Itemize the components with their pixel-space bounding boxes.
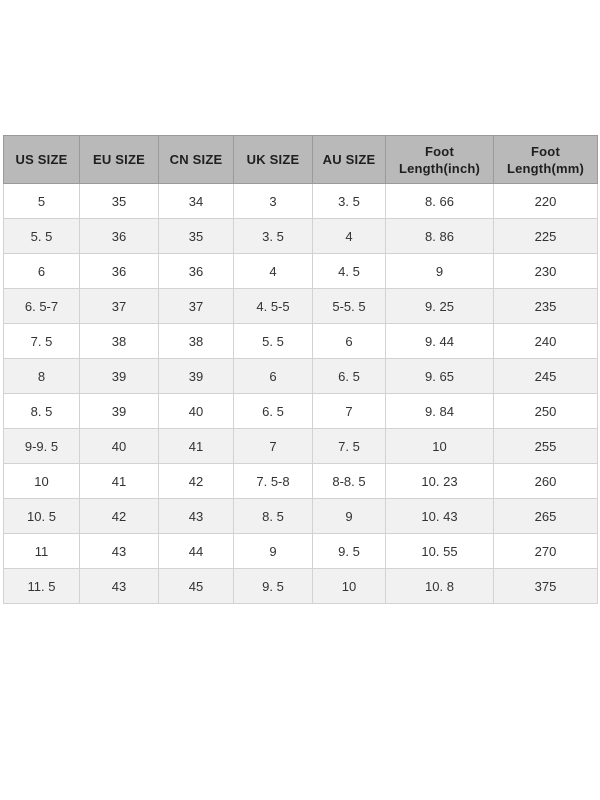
table-cell: 38 <box>80 324 159 359</box>
table-row <box>4 429 598 464</box>
table-cell: 220 <box>494 184 598 219</box>
size-chart-header <box>4 136 598 184</box>
table-row <box>4 394 598 429</box>
table-cell: 3. 5 <box>234 219 313 254</box>
table-cell: 9 <box>386 254 494 289</box>
table-cell: 10. 8 <box>386 569 494 604</box>
table-cell: 10. 43 <box>386 499 494 534</box>
table-cell: 4. 5-5 <box>234 289 313 324</box>
table-cell: 39 <box>80 394 159 429</box>
table-cell: 9. 44 <box>386 324 494 359</box>
table-cell: 9-9. 5 <box>4 429 80 464</box>
table-cell: 10. 55 <box>386 534 494 569</box>
table-cell: 34 <box>159 184 234 219</box>
column-header-eu-size: EU SIZE <box>80 136 159 184</box>
table-cell: 8. 5 <box>234 499 313 534</box>
table-cell: 250 <box>494 394 598 429</box>
table-cell: 6 <box>234 359 313 394</box>
table-cell: 7 <box>234 429 313 464</box>
table-cell: 42 <box>159 464 234 499</box>
table-row <box>4 254 598 289</box>
table-cell: 11 <box>4 534 80 569</box>
column-header-uk-size: UK SIZE <box>234 136 313 184</box>
table-cell: 43 <box>159 499 234 534</box>
table-cell: 9. 65 <box>386 359 494 394</box>
table-cell: 36 <box>80 219 159 254</box>
table-cell: 9. 5 <box>313 534 386 569</box>
table-cell: 8 <box>4 359 80 394</box>
table-cell: 5. 5 <box>234 324 313 359</box>
table-cell: 11. 5 <box>4 569 80 604</box>
table-cell: 8. 86 <box>386 219 494 254</box>
table-row <box>4 289 598 324</box>
table-row <box>4 499 598 534</box>
size-chart-table <box>3 135 598 604</box>
table-cell: 7. 5 <box>313 429 386 464</box>
table-cell: 5. 5 <box>4 219 80 254</box>
table-cell: 245 <box>494 359 598 394</box>
table-cell: 38 <box>159 324 234 359</box>
column-header-foot-length-mm: Foot Length(mm) <box>494 136 598 184</box>
table-cell: 8. 66 <box>386 184 494 219</box>
table-cell: 8. 5 <box>4 394 80 429</box>
table-row <box>4 464 598 499</box>
table-cell: 375 <box>494 569 598 604</box>
table-cell: 9 <box>313 499 386 534</box>
table-cell: 265 <box>494 499 598 534</box>
table-cell: 6. 5 <box>313 359 386 394</box>
table-cell: 10. 5 <box>4 499 80 534</box>
table-cell: 4 <box>313 219 386 254</box>
table-cell: 40 <box>159 394 234 429</box>
table-row <box>4 359 598 394</box>
table-cell: 10 <box>386 429 494 464</box>
table-cell: 36 <box>80 254 159 289</box>
column-header-us-size: US SIZE <box>4 136 80 184</box>
table-row <box>4 219 598 254</box>
table-cell: 9. 25 <box>386 289 494 324</box>
table-cell: 6 <box>313 324 386 359</box>
table-cell: 225 <box>494 219 598 254</box>
size-chart-container <box>3 135 597 604</box>
table-cell: 5-5. 5 <box>313 289 386 324</box>
table-cell: 9. 5 <box>234 569 313 604</box>
table-row <box>4 534 598 569</box>
table-cell: 6. 5 <box>234 394 313 429</box>
table-cell: 36 <box>159 254 234 289</box>
table-row <box>4 569 598 604</box>
table-cell: 43 <box>80 569 159 604</box>
table-cell: 240 <box>494 324 598 359</box>
table-row <box>4 184 598 219</box>
column-header-au-size: AU SIZE <box>313 136 386 184</box>
column-header-cn-size: CN SIZE <box>159 136 234 184</box>
table-cell: 235 <box>494 289 598 324</box>
column-header-foot-length-inch: Foot Length(inch) <box>386 136 494 184</box>
table-cell: 35 <box>159 219 234 254</box>
table-cell: 35 <box>80 184 159 219</box>
table-cell: 9 <box>234 534 313 569</box>
table-cell: 39 <box>80 359 159 394</box>
table-cell: 4 <box>234 254 313 289</box>
table-cell: 39 <box>159 359 234 394</box>
table-cell: 3 <box>234 184 313 219</box>
table-cell: 42 <box>80 499 159 534</box>
table-cell: 5 <box>4 184 80 219</box>
size-chart-body <box>4 184 598 604</box>
table-cell: 41 <box>80 464 159 499</box>
table-cell: 7 <box>313 394 386 429</box>
table-cell: 270 <box>494 534 598 569</box>
table-cell: 7. 5 <box>4 324 80 359</box>
table-cell: 260 <box>494 464 598 499</box>
table-cell: 10. 23 <box>386 464 494 499</box>
table-cell: 4. 5 <box>313 254 386 289</box>
table-cell: 37 <box>80 289 159 324</box>
table-row <box>4 324 598 359</box>
table-cell: 6 <box>4 254 80 289</box>
table-cell: 10 <box>4 464 80 499</box>
table-cell: 41 <box>159 429 234 464</box>
table-cell: 230 <box>494 254 598 289</box>
table-cell: 8-8. 5 <box>313 464 386 499</box>
table-cell: 3. 5 <box>313 184 386 219</box>
table-cell: 10 <box>313 569 386 604</box>
table-cell: 255 <box>494 429 598 464</box>
table-cell: 44 <box>159 534 234 569</box>
table-cell: 9. 84 <box>386 394 494 429</box>
table-cell: 7. 5-8 <box>234 464 313 499</box>
table-cell: 37 <box>159 289 234 324</box>
table-cell: 40 <box>80 429 159 464</box>
table-cell: 43 <box>80 534 159 569</box>
table-cell: 6. 5-7 <box>4 289 80 324</box>
table-cell: 45 <box>159 569 234 604</box>
header-row <box>4 136 598 184</box>
